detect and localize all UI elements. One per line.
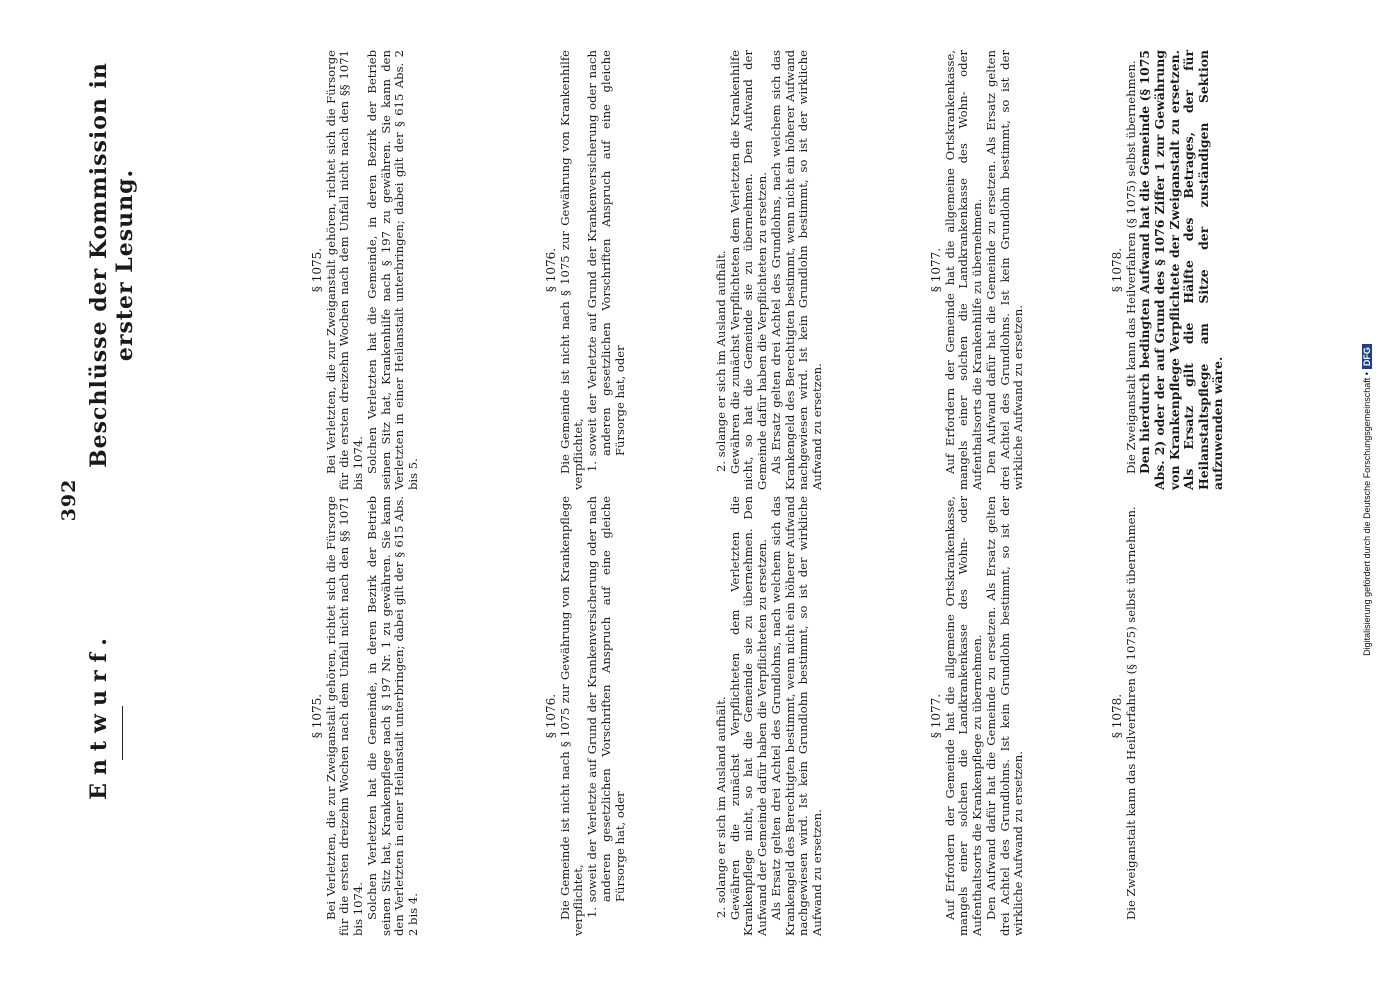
bold-amendment-paragraph: Den hierdurch bedingten Aufwand hat die Gemeinde (§ 1075 Abs. 2) oder der auf Grund des § 1076 Ziffer 1 zur Gewährung von Krankenpflege Verpflichtete der Zweiganstalt zu ersetzen. Als Ersatz gilt die Hälfte des Betrages, der für Heilanstaltspflege am Sitze der zuständigen Sektion aufzuwenden wäre. [1137, 50, 1226, 490]
section-heading: § 1075. [310, 247, 324, 293]
left-column-title: Entwurf. [86, 630, 112, 800]
list-item: 1. soweit der Verletzte auf Grund der Krankenversicherung oder nach anderen gesetzlichen Vorschriften Anspruch auf eine gleiche Fürsorge hat, oder [585, 496, 627, 918]
paragraph: Gewähren die zunächst Verpflichteten dem Verletzten die Krankenpflege nicht, so hat die Gemeinde sie zu übernehmen. Den Aufwand der Gemeinde dafür haben die Verpflichteten zu ersetzen. [727, 496, 770, 936]
section-heading: § 1076. [544, 693, 558, 739]
left-title-rule [122, 706, 123, 760]
paragraph: Die Zweiganstalt kann das Heilverfahren (§ 1075) selbst übernehmen. [1123, 506, 1138, 920]
paragraph: Bei Verletzten, die zur Zweiganstalt gehören, richtet sich die Fürsorge für die ersten dreizehn Wochen nach dem Unfall nicht nach den §§ 1071 bis 1074. [323, 50, 366, 490]
list-item: 2. solange er sich im Ausland aufhält. [714, 696, 728, 918]
section-heading: § 1078. [1110, 247, 1124, 293]
paragraph: Den Aufwand dafür hat die Gemeinde zu ersetzen. Als Ersatz gelten drei Achtel des Grundlohns. Ist kein Grundlohn bestimmt, so ist der wirkliche Aufwand zu ersetzen. [983, 496, 1026, 936]
paragraph: Den Aufwand dafür hat die Gemeinde zu ersetzen. Als Ersatz gelten drei Achtel des Grundlohns. Ist kein Grundlohn bestimmt, so ist der wirkliche Aufwand zu ersetzen. [983, 50, 1026, 490]
right-column-title: Beschlüsse der Kommission in erster Lesung. [86, 62, 138, 468]
paragraph: Als Ersatz gelten drei Achtel des Grundlohns, nach welchem sich das Krankengeld des Berechtigten bestimmt, wenn nicht ein höherer Aufwand nachgewiesen wird. Ist kein Grundlohn bestimmt, so ist der wirkliche Aufwand zu ersetzen. [768, 50, 824, 490]
section-heading: § 1077. [929, 247, 943, 293]
list-item: 2. solange er sich im Ausland aufhält. [714, 250, 728, 472]
paragraph: Die Gemeinde ist nicht nach § 1075 zur Gewährung von Krankenhilfe verpflichtet, [557, 50, 586, 490]
credit-text: Digitalisierung gefördert durch die Deutsche Forschungsgemeinschaft • [1362, 372, 1372, 656]
right-section-1078 [1111, 50, 1226, 490]
left-section-1076-continued [715, 496, 825, 936]
paragraph: Bei Verletzten, die zur Zweiganstalt gehören, richtet sich die Fürsorge für die ersten dreizehn Wochen nach dem Unfall nicht nach den §§ 1071 bis 1074. [323, 496, 366, 936]
paragraph: Auf Erfordern der Gemeinde hat die allgemeine Ortskrankenkasse, mangels einer solchen die Landkrankenkasse des Wohn- oder Aufenthaltsorts die Krankenpflege zu übernehmen. [942, 496, 985, 936]
paragraph: Solchen Verletzten hat die Gemeinde, in deren Bezirk der Betrieb seinen Sitz hat, Krankenpflege nach § 197 Nr. 1 zu gewähren. Sie kann den Verletzten in einer Heilanstalt unterbringen; dabei gilt der § 615 Abs. 2 bis 4. [364, 496, 420, 936]
right-section-1077 [930, 50, 1026, 490]
paragraph: Gewähren die zunächst Verpflichteten dem Verletzten die Krankenhilfe nicht, so hat die Gemeinde sie zu übernehmen. Den Aufwand der Gemeinde dafür haben die Verpflichteten zu ersetzen. [727, 50, 770, 490]
section-heading: § 1077. [929, 693, 943, 739]
right-section-1076 [545, 50, 627, 490]
list-item: 1. soweit der Verletzte auf Grund der Krankenversicherung oder nach anderen gesetzlichen Vorschriften Anspruch auf eine gleiche Fürsorge hat, oder [585, 50, 627, 472]
section-heading: § 1078. [1110, 693, 1124, 739]
left-section-1076 [545, 496, 627, 936]
right-section-1076-continued [715, 50, 825, 490]
page-number: 392 [58, 478, 80, 522]
right-section-1075 [311, 50, 421, 490]
section-heading: § 1075. [310, 693, 324, 739]
left-section-1075 [311, 496, 421, 936]
left-section-1077 [930, 496, 1026, 936]
dfg-logo: DFG [1362, 344, 1372, 369]
section-heading: § 1076. [544, 247, 558, 293]
paragraph: Solchen Verletzten hat die Gemeinde, in deren Bezirk der Betrieb seinen Sitz hat, Krankenhilfe nach § 197 zu gewähren. Sie kann den Verletzten in einer Heilanstalt unterbringen; dabei gilt der § 615 Abs. 2 bis 5. [364, 50, 420, 490]
paragraph: Die Gemeinde ist nicht nach § 1075 zur Gewährung von Krankenpflege verpflichtet, [557, 496, 586, 936]
left-section-1078 [1111, 496, 1138, 936]
paragraph: Als Ersatz gelten drei Achtel des Grundlohns, nach welchem sich das Krankengeld des Berechtigten bestimmt, wenn nicht ein höherer Aufwand nachgewiesen wird. Ist kein Grundlohn bestimmt, so ist der wirkliche Aufwand zu ersetzen. [768, 496, 824, 936]
digitization-credit [1362, 0, 1372, 1000]
paragraph: Die Zweiganstalt kann das Heilverfahren (§ 1075) selbst übernehmen. [1123, 60, 1138, 474]
paragraph: Auf Erfordern der Gemeinde hat die allgemeine Ortskrankenkasse, mangels einer solchen die Landkrankenkasse des Wohn- oder Aufenthaltsorts die Krankenhilfe zu übernehmen. [942, 50, 985, 490]
